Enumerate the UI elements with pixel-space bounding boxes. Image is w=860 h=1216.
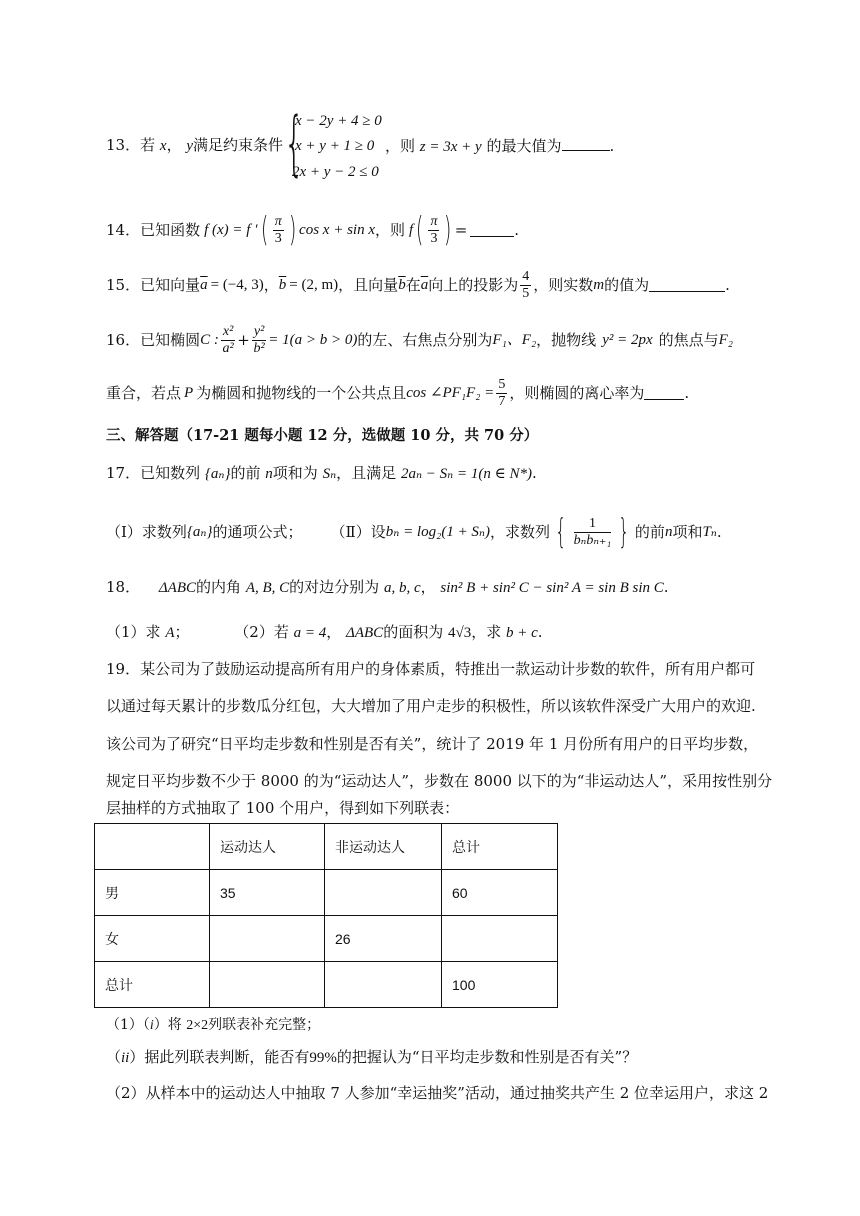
q19-sub-1: [106, 1018, 320, 1033]
q18-sides: a, b, c: [383, 580, 421, 596]
q17-p2-post2: 项和: [672, 522, 703, 541]
q18-sep: ，: [420, 578, 436, 596]
q17-n: n: [265, 466, 273, 482]
q17-frac-den: bₙbₙ₊₁: [573, 532, 612, 548]
table-cell: [210, 962, 325, 1008]
q17-frac: [574, 517, 612, 548]
q13-expr: z = 3x + y: [419, 139, 482, 155]
q18-a4: a = 4: [293, 625, 327, 641]
q18-number: 18．: [106, 578, 141, 596]
q19-s2-mid: ）据此列联表判断，能否有: [129, 1048, 310, 1066]
table-cell: 女: [95, 916, 210, 962]
question-16: [106, 323, 734, 356]
q18-eq: sin² B + sin² C − sin² A = sin B sin C: [440, 580, 664, 596]
question-13: [106, 138, 283, 154]
q14-pre: 已知函数: [140, 220, 201, 239]
q16-mid1: 的左、右焦点分别为: [357, 330, 493, 349]
q17-Sn: Sₙ: [322, 466, 337, 482]
q13-constraint-1: x − 2y + 4 ≥ 0: [295, 113, 382, 129]
q15-pre: 已知向量: [140, 275, 201, 294]
q13-post1: ，则: [385, 137, 416, 155]
q19-line-3: 该公司为了研究“日平均走步数和性别是否有关”，统计了 2019 年 1 月份所有用户的日平均步数，: [106, 735, 759, 753]
q18-area: 4√3: [447, 625, 472, 641]
q17-frac-num: 1: [574, 517, 612, 533]
q14-rest: cos x + sin x: [299, 221, 375, 238]
q18-tri: ΔABC: [158, 580, 197, 596]
table-cell: [95, 824, 210, 870]
table-row: [95, 916, 558, 962]
q16-frac-y: [252, 325, 266, 356]
q16-line2-mid: 为椭圆和抛物线的一个公共点且: [196, 383, 407, 402]
q17-pre: 已知数列: [140, 464, 201, 482]
q16-line2-pre: 重合，若点: [106, 383, 182, 402]
table-row: [95, 870, 558, 916]
q19-line-2: 以通过每天累计的步数瓜分红包，大大增加了用户走步的积极性，所以该软件深受广大用户的欢迎.: [106, 697, 756, 715]
q15-a-vec: $\overline{a}$: [200, 276, 208, 293]
q16-line2-post: ，则椭圆的离心率为: [509, 383, 645, 402]
contingency-table: [94, 823, 558, 1008]
q16-mid2: ，抛物线: [536, 330, 597, 349]
q19-line-1: 19．某公司为了鼓励运动提高所有用户的身体素质，特推出一款运动计步数的软件，所有用户都可: [106, 660, 756, 678]
q13-sep: ，: [166, 136, 182, 154]
q18-p2-end: .: [537, 623, 543, 641]
q13-constraint-3: 2x + y − 2 ≤ 0: [292, 164, 379, 180]
q17-Tn: Tₙ: [702, 523, 717, 540]
q14-paren-close: ): [288, 210, 297, 250]
q15-mid2: 向上的投影为: [428, 275, 519, 294]
table-cell: 100: [442, 962, 558, 1008]
q13-constraint-2: x + y + 1 ≥ 0: [295, 138, 375, 154]
q14-post1: ，则: [374, 220, 405, 239]
q16-frac-x-den: a²: [222, 340, 234, 356]
table-cell: [442, 916, 558, 962]
q13-var-x: x: [159, 138, 167, 154]
q17-brace-open: {: [555, 512, 567, 552]
q18-p1: （1）求: [106, 623, 161, 641]
q15-b-val: = (2, m): [289, 276, 339, 293]
q17-mid1: 的前: [230, 464, 261, 482]
q17-p2-post1: 的前: [634, 522, 665, 541]
q16-pre: 已知椭圆: [140, 330, 201, 349]
q19-s2-pct: 99%: [309, 1050, 337, 1066]
q14-frac-den: 3: [274, 230, 282, 246]
table-cell: 男: [95, 870, 210, 916]
q18-end: .: [663, 578, 669, 596]
q18-p2-post: ，求: [471, 623, 502, 641]
q17-p1-post: 的通项公式；: [212, 522, 303, 541]
table-row: [95, 962, 558, 1008]
q17-number: 17．: [106, 464, 141, 482]
q14-frac2: [428, 215, 439, 246]
q15-in: 在: [405, 275, 421, 294]
q14-number: 14．: [106, 220, 141, 239]
q14-frac: [273, 215, 284, 246]
q13-pre: 若: [140, 136, 156, 154]
q19-line-5: 层抽样的方式抽取了 100 个用户，得到如下列联表：: [106, 799, 460, 817]
q16-parab: y² = 2px: [602, 331, 653, 348]
q16-cond: = 1(a > b > 0): [268, 331, 358, 348]
table-cell: [325, 962, 442, 1008]
q18-parts: [106, 625, 543, 641]
q15-number: 15．: [106, 275, 141, 294]
question-17: [106, 466, 537, 482]
q19-s1-pre: （1）（: [106, 1017, 150, 1033]
q18-tri2: ΔABC: [346, 625, 384, 641]
question-14: [106, 210, 520, 250]
q17-parts: [106, 512, 722, 552]
q17-p1: （Ⅰ）求数列: [106, 522, 187, 541]
section-3-heading: 三、解答题（17-21 题每小题 12 分，选做题 10 分，共 70 分）: [106, 427, 539, 444]
q16-end: .: [684, 383, 690, 402]
q19-line-4: 规定日平均步数不少于 8000 的为“运动达人”，步数在 8000 以下的为“非运动达人”，采用按性别分: [106, 772, 773, 790]
q13-mid: 满足约束条件: [193, 136, 284, 154]
q19-s1-post: ）将: [153, 1017, 182, 1033]
q17-end: .: [531, 464, 537, 482]
table-cell: 总计: [95, 962, 210, 1008]
table-header-row: [95, 824, 558, 870]
q17-p1-an: {aₙ}: [186, 523, 213, 540]
q18-mid2: 的对边分别为: [289, 578, 380, 596]
q18-angles: A, B, C: [245, 580, 290, 596]
question-15: [106, 268, 730, 301]
q17-bn: bₙ = log₂(1 + Sₙ): [385, 523, 491, 540]
q16-frac-y-num: y²: [253, 323, 265, 339]
q16-frac-x-num: x²: [222, 323, 234, 339]
q15-b-vec-2: $\overline{b}$: [398, 276, 406, 293]
q13-brace: {: [284, 102, 305, 184]
q15-sep: ，: [263, 275, 279, 294]
q15-frac: [520, 270, 531, 301]
q18-p2: （2）若: [234, 623, 289, 641]
q17-p2: （Ⅱ）设: [330, 522, 386, 541]
q15-a-val: = (−4, 3): [210, 276, 264, 293]
q15-post: ，则实数: [533, 275, 594, 294]
q14-f: f: [409, 221, 414, 238]
q16-frac: [496, 378, 507, 409]
table-cell: [325, 870, 442, 916]
q15-b-vec: $\overline{b}$: [278, 276, 287, 293]
q14-eq: =: [454, 220, 468, 239]
q16-F2: F₂: [718, 331, 734, 348]
q15-a-vec-2: $\overline{a}$: [420, 276, 429, 293]
table-cell: 运动达人: [210, 824, 325, 870]
q17-brace-close: }: [618, 512, 630, 552]
q16-plus: +: [237, 330, 250, 349]
q18-bc: b + c: [506, 625, 538, 641]
q15-answer-blank: [649, 279, 725, 292]
q19-s1-i: i: [149, 1018, 154, 1033]
q16-frac-x: [221, 325, 235, 356]
q13-tail: [385, 138, 614, 155]
q13-var-y: y: [186, 138, 194, 154]
q18-p1-end: ；: [174, 623, 190, 641]
question-18: [106, 580, 669, 596]
q15-m: m: [593, 276, 605, 293]
q19-sub-2: [106, 1050, 637, 1066]
q13-number: 13．: [106, 136, 141, 154]
question-16-line2: [106, 376, 690, 409]
q17-an: {aₙ}: [204, 466, 231, 482]
q17-mid3: ，且满足: [336, 464, 397, 482]
q14-end: .: [514, 220, 520, 239]
q16-mid3: 的焦点与: [658, 330, 719, 349]
q14-frac2-num: π: [430, 213, 438, 229]
q19-s2-end: 的把握认为“日平均走步数和性别是否有关”？: [336, 1048, 638, 1066]
q18-A: A: [165, 625, 175, 641]
q19-s1-end: 列联表补充完整；: [208, 1017, 321, 1033]
table-cell: [210, 916, 325, 962]
q14-paren2-close: ): [444, 210, 452, 250]
q18-mid1: 的内角: [196, 578, 242, 596]
q14-frac-num: π: [274, 213, 282, 229]
q17-mid2: 项和为: [272, 464, 318, 482]
q14-frac2-den: 3: [430, 230, 438, 246]
q16-foci: F₁、F₂: [492, 331, 537, 348]
table-cell: 26: [325, 916, 442, 962]
q17-p2-n: n: [664, 523, 673, 540]
q15-frac-den: 5: [522, 285, 530, 301]
q19-sub-3: （2）从样本中的运动达人中抽取 7 人参加“幸运抽奖”活动，通过抽奖共产生 2 位幸运用户，求这 2: [106, 1084, 769, 1102]
q16-P: P: [184, 384, 194, 401]
q14-answer-blank: [470, 224, 514, 237]
q16-cos: cos ∠PF₁F₂ =: [406, 384, 495, 401]
table-cell: 60: [442, 870, 558, 916]
q13-end: .: [609, 137, 615, 155]
table-cell: 总计: [442, 824, 558, 870]
q15-mid: ，且向量: [338, 275, 399, 294]
q15-end: .: [725, 275, 730, 294]
q16-number: 16．: [106, 330, 141, 349]
q15-post2: 的值为: [604, 275, 650, 294]
q14-paren2-open: (: [416, 210, 424, 250]
table-cell: 非运动达人: [325, 824, 442, 870]
q19-s2-ii: ii: [121, 1050, 130, 1066]
q15-frac-num: 4: [522, 268, 530, 284]
q18-p2-sep: ，: [326, 623, 342, 641]
q18-p2-mid: 的面积为: [383, 623, 444, 641]
q17-p2-mid: ，求数列: [490, 522, 551, 541]
q16-frac-y-den: b²: [253, 340, 265, 356]
q19-s2-pre: （: [106, 1048, 122, 1066]
q16-frac-den: 7: [498, 393, 506, 409]
q14-lhs: f (x) = f ′: [204, 221, 258, 238]
q17-p2-end: .: [716, 522, 722, 541]
q19-s1-math: 2×2: [186, 1018, 209, 1033]
table-cell: 35: [210, 870, 325, 916]
q13-answer-blank: [562, 138, 610, 151]
q17-eq: 2aₙ − Sₙ = 1(n ∈ N*): [400, 466, 532, 482]
q16-answer-blank: [644, 387, 684, 400]
q14-paren-open: (: [260, 210, 268, 250]
q16-frac-num: 5: [498, 376, 506, 392]
q16-C: C :: [200, 331, 219, 348]
q13-post2: 的最大值为: [486, 137, 562, 155]
